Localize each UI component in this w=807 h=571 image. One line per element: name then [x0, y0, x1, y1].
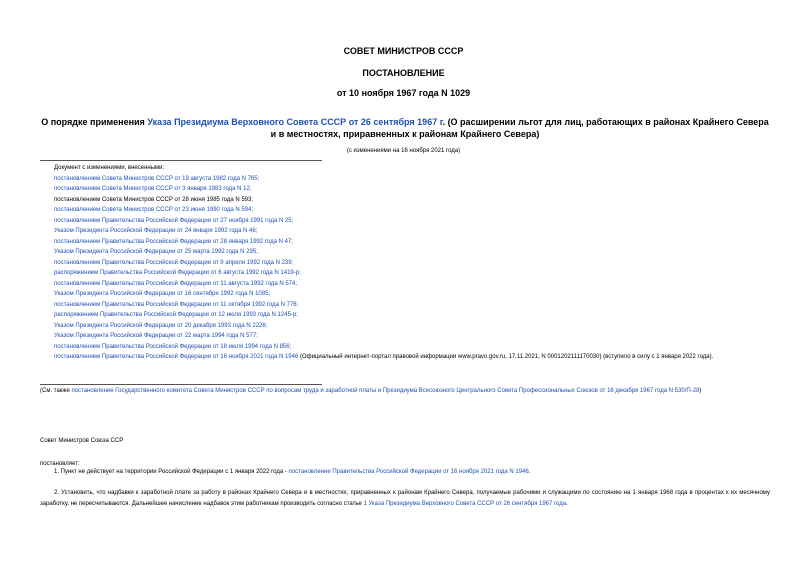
amendment-item[interactable]: постановлением Правительства Российской Федерации от 11 октября 1992 года N 776; — [54, 301, 299, 308]
divider-bottom — [40, 384, 322, 385]
issuing-body: СОВЕТ МИНИСТРОВ СССР — [343, 46, 464, 56]
amendment-item[interactable]: постановлением Совета Министров СССР от 19 августа 1982 года N 765; — [54, 175, 260, 182]
amendment-item[interactable]: постановлением Правительства Российской Федерации от 18 июля 1994 года N 856; — [54, 343, 292, 350]
amendment-item[interactable]: Указом Президента Российской Федерации от 16 сентября 1992 года N 1085; — [54, 291, 271, 297]
see-also-prefix: (См. также — [40, 388, 72, 394]
title-ukaz-link[interactable]: Указа Президиума Верховного Совета СССР от 26 сентября 1967 г — [147, 117, 443, 127]
decree-word: постановляет: — [40, 461, 80, 467]
amendment-item[interactable]: распоряжением Правительства Российской Федерации от 6 августа 1992 года N 1419-р; — [54, 270, 301, 276]
document-type: ПОСТАНОВЛЕНИЕ — [362, 68, 445, 78]
see-also-note — [40, 386, 770, 396]
document-date-number: от 10 ноября 1967 года N 1029 — [336, 88, 471, 98]
title-suffix: . (О расширении льгот для лиц, работающих в районах Крайнего Севера и в местностях, приравненных к районам Крайнего Севера) — [270, 117, 769, 139]
title-prefix: О порядке применения — [41, 117, 148, 127]
see-also-suffix: ) — [699, 388, 702, 394]
amendments-list — [54, 163, 774, 363]
amendment-item[interactable]: распоряжением Правительства Российской Федерации от 12 июля 1993 года N 1245-р; — [54, 312, 298, 318]
amendment-item[interactable]: постановлением Правительства Российской Федерации от 27 ноября 1991 года N 25; — [54, 217, 294, 224]
amendment-item: постановлением Совета Министров СССР от 28 июня 1985 года N 593; — [54, 196, 254, 203]
amendment-item[interactable]: постановлением Совета Министров СССР от 23 июня 1990 года N 594; — [54, 207, 254, 213]
paragraph-2-link[interactable]: 1 Указа Президиума Верховного Совета СССР от 26 сентября 1967 года — [363, 500, 567, 507]
paragraph-1-link[interactable]: постановление Правительства Российской Федерации от 16 ноября 2021 года N 1946 — [288, 469, 529, 475]
amendments-intro: Документ с изменениями, внесенными: — [54, 165, 165, 171]
amendment-item[interactable]: Указом Президента Российской Федерации от 20 декабря 1993 года N 2226; — [54, 322, 268, 329]
amendment-item[interactable]: Указом Президента Российской Федерации от 25 марта 1992 года N 295; — [54, 249, 258, 255]
see-also-link[interactable]: постановление Государственного комитета Совета Министров СССР по вопросам труда и заработной платы и Президиума Всесоюзного Центрального Совета Профессиональных Союзов от 16 декабря 1967 года N 530/П-28 — [71, 388, 700, 394]
amendment-item[interactable]: постановлением Правительства Российской Федерации от 9 апреля 1992 года N 239; — [54, 259, 294, 266]
issuer-line: Совет Министров Союза ССР — [40, 438, 124, 444]
paragraph-2-text: 2. Установить, что надбавки к заработной плате за работу в районах Крайнего Севера и в местностях, приравненных к районам Крайнего Севера, получаемые рабочими и служащими по состоянию на 1 января 1968 года в процентах к их месячному заработку, не пересчитываются. Дальнейшее начисление надбавок этим работникам производить согласно статье — [40, 490, 770, 507]
amendment-last-tail: (Официальный интернет-портал правовой информации www.pravo.gov.ru, 17.11.2021, N 0001202111170030) (вступило в силу с 1 января 2022 года). — [298, 354, 714, 360]
amendment-item[interactable]: Указом Президента Российской Федерации от 22 марта 1994 года N 577; — [54, 333, 258, 339]
paragraph-1-end: . — [528, 469, 531, 475]
amendment-item[interactable]: постановлением Правительства Российской Федерации от 28 января 1992 года N 47; — [54, 238, 293, 245]
document-title — [40, 116, 770, 140]
amendment-last-link[interactable]: постановлением Правительства Российской Федерации от 16 ноября 2021 года N 1946 — [54, 354, 299, 360]
amendment-item[interactable]: Указом Президента Российской Федерации от 24 января 1992 года N 46; — [54, 228, 258, 234]
amendment-item[interactable]: постановлением Правительства Российской Федерации от 11 августа 1992 года N 574; — [54, 280, 297, 287]
amendment-item-last — [54, 352, 774, 363]
paragraph-1 — [40, 467, 770, 478]
paragraph-2-end: . — [566, 500, 568, 507]
paragraph-2 — [40, 488, 770, 509]
revision-note: (с изменениями на 16 ноября 2021 года) — [346, 148, 461, 154]
paragraph-1-text: 1. Пункт не действует на территории Российской Федерации с 1 января 2022 года - — [54, 469, 289, 475]
divider-top — [40, 160, 322, 161]
amendment-item[interactable]: постановлением Совета Министров СССР от 3 января 1983 года N 12; — [54, 186, 252, 192]
